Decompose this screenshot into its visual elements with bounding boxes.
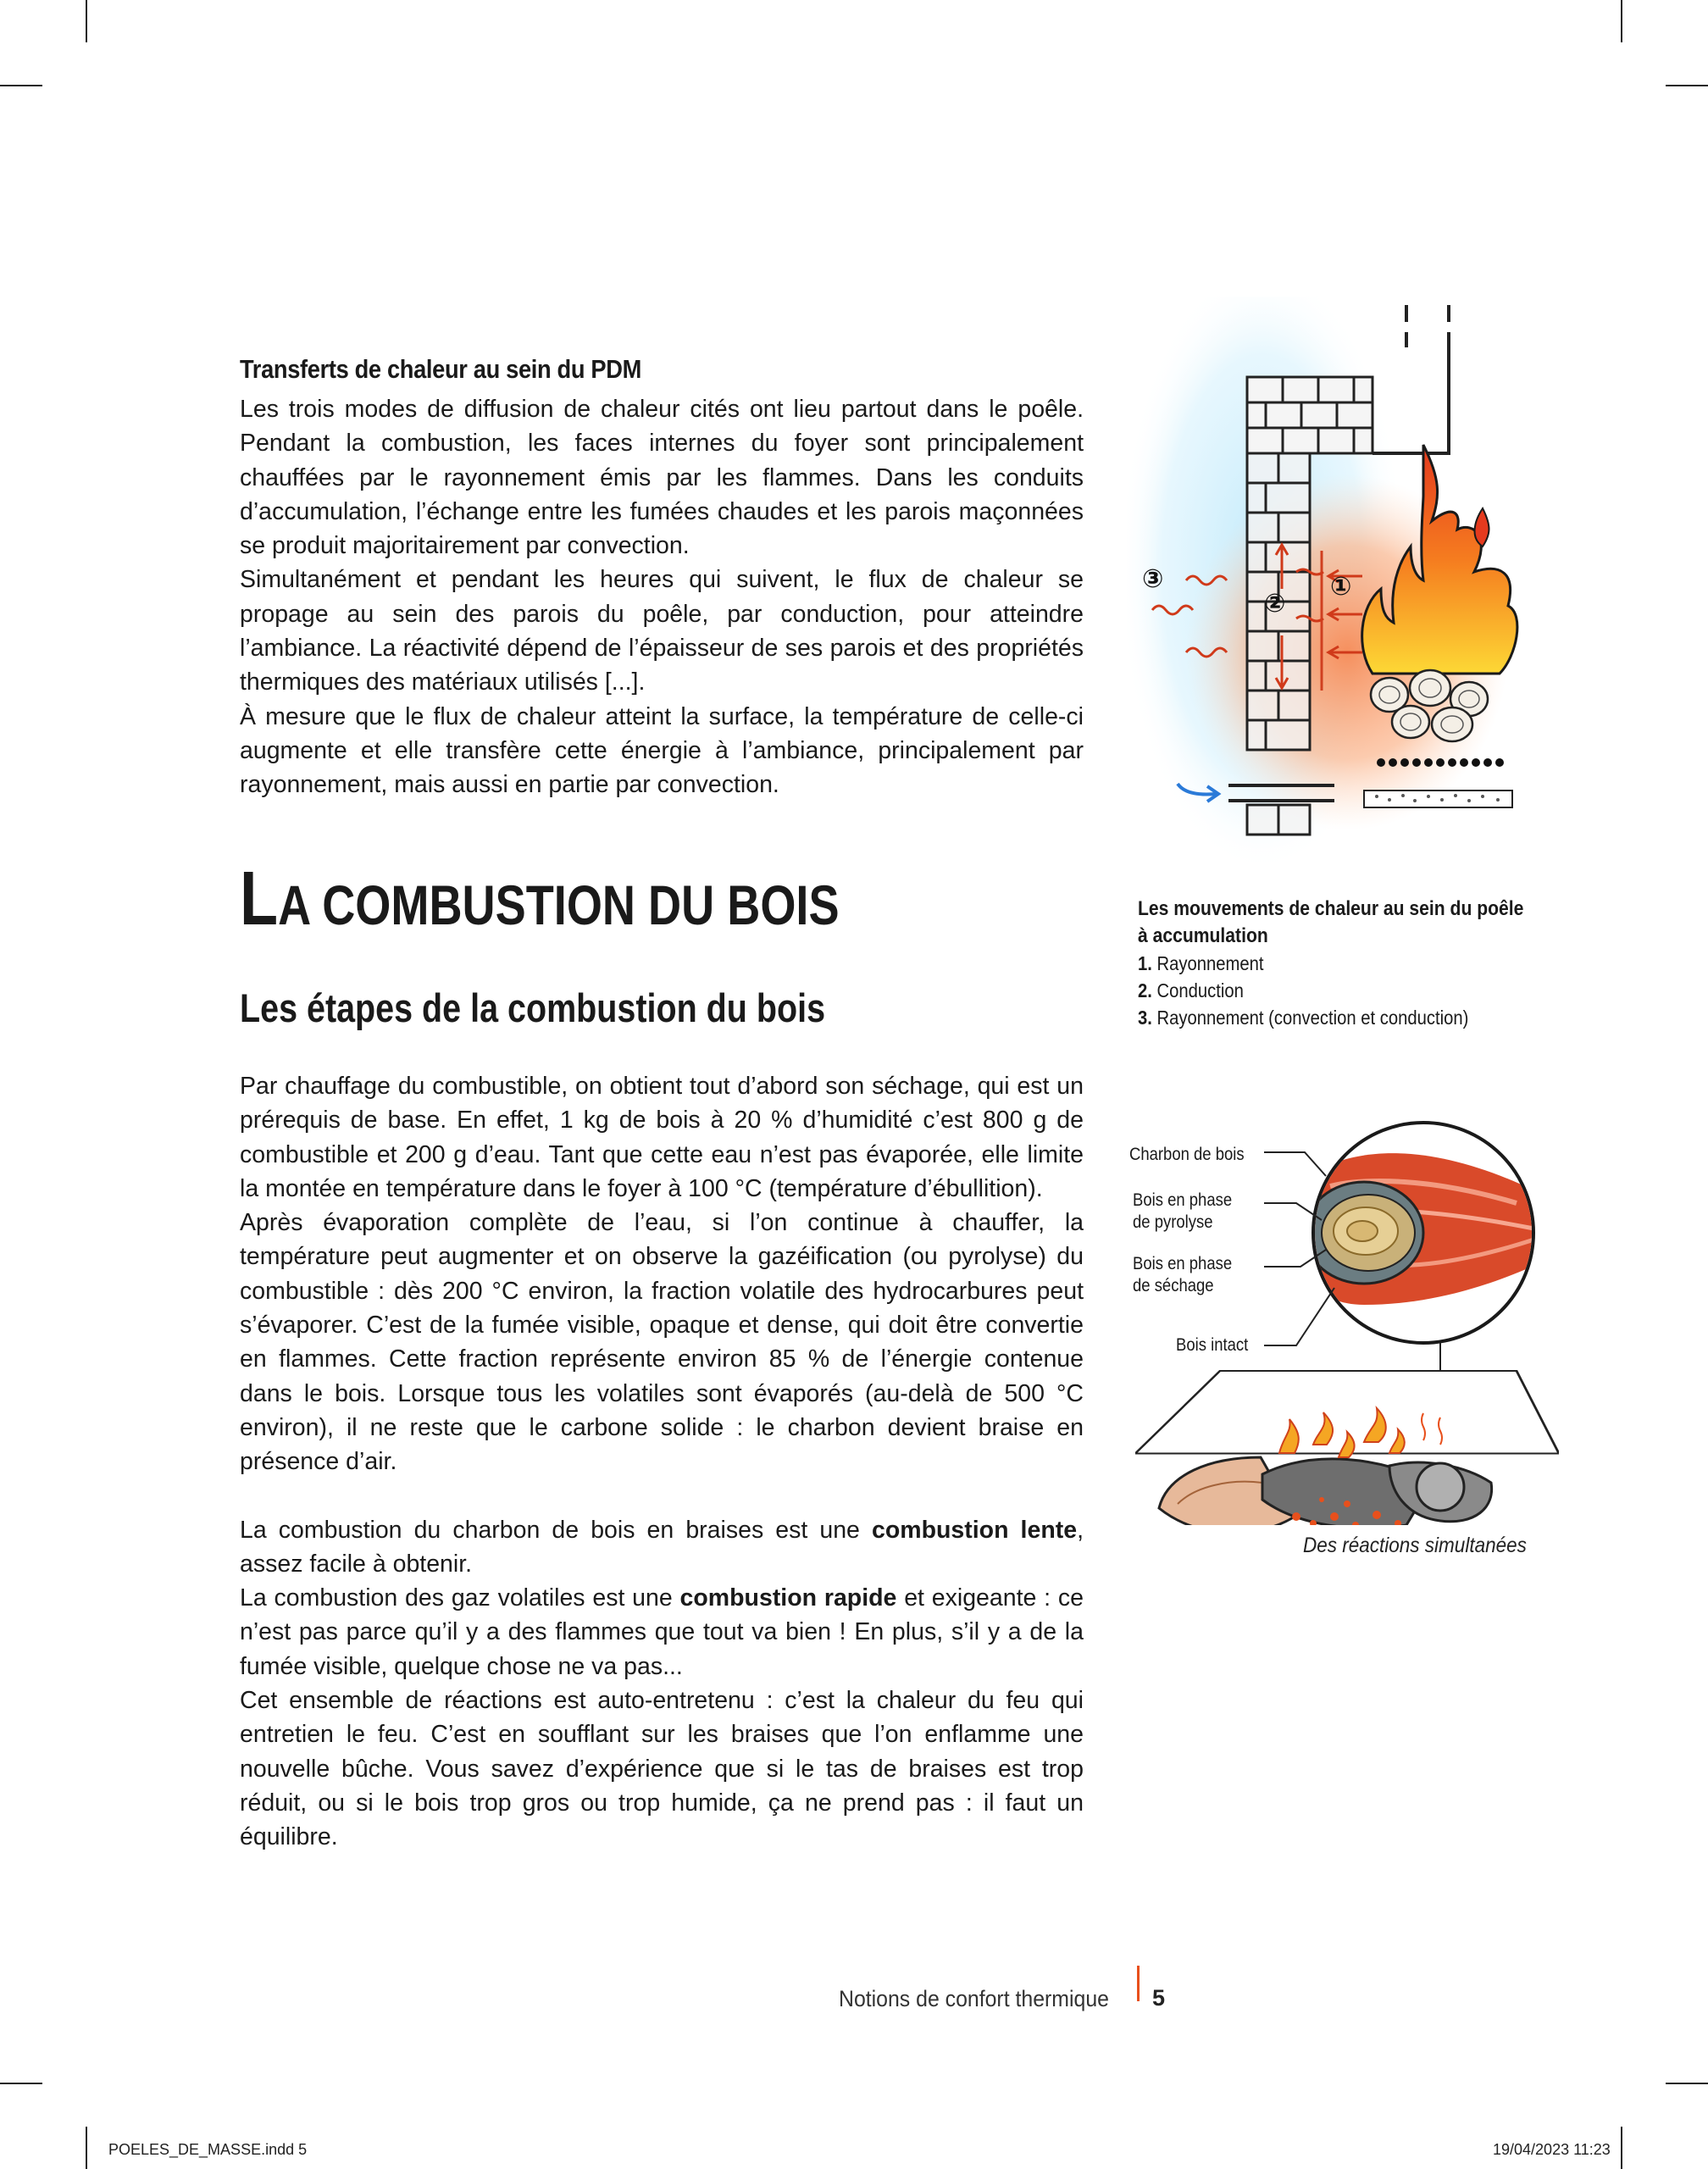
crop-mark — [0, 2083, 42, 2084]
caption-title: à accumulation — [1138, 924, 1268, 947]
paragraph: La combustion du charbon de bois en braises est une combustion lente, assez facile à obtenir. — [240, 1516, 1084, 1578]
wood-combustion-illustration — [1135, 1118, 1559, 1525]
marker-2: ② — [1264, 589, 1286, 619]
paragraph: Simultanément et pendant les heures qui suivent, le flux de chaleur se propage au sein des parois du poêle, par conduction, pour atteindre l’ambiance. La réactivité dépend de l’épaisseur de ses parois et des propriétés thermiques des matériaux utilisés [...]. — [240, 566, 1084, 696]
footer-divider — [1137, 1966, 1140, 2001]
section-heading: Les étapes de la combustion du bois — [240, 985, 826, 1030]
crop-mark — [1621, 0, 1622, 42]
crop-mark — [0, 85, 42, 86]
crop-mark — [86, 2127, 87, 2169]
chapter-title-rest: A COMBUSTION DU BOIS — [278, 874, 840, 936]
caption-item: 2. Conduction — [1138, 979, 1244, 1001]
marker-1: ① — [1330, 572, 1352, 602]
label-intact: Bois intact — [1176, 1335, 1249, 1355]
caption-title: Les mouvements de chaleur au sein du poêle — [1138, 897, 1524, 920]
caption-item: 1. Rayonnement — [1138, 952, 1264, 974]
paragraph: À mesure que le flux de chaleur atteint la surface, la température de celle-ci augmente et elle transfère cette énergie à l’ambiance, principalement par rayonnement, mais aussi en partie par convection. — [240, 702, 1084, 799]
label-pyrolyse: Bois en phase de pyrolyse — [1133, 1190, 1233, 1232]
caption-item: 3. Rayonnement (convection et conduction) — [1138, 1007, 1469, 1029]
paragraph: Après évaporation complète de l’eau, si l’on continue à chauffer, la température peut augmenter et on observe la gazéification (ou pyrolyse) du combustible : dès 200 °C environ, la fraction volatile des hydrocarbures peut s’évaporer. C’est de la fumée visible, opaque et dense, qui doit être convertie en flammes. Cette fraction représente environ 85 % de l’énergie contenue dans le bois. Lorsque tous les volatiles sont évaporés (au-delà de 500 °C environ), il ne reste que le carbone solide : le charbon devient braise en présence d’air. — [240, 1209, 1084, 1476]
crop-mark — [1666, 2083, 1708, 2084]
section-heading: Transferts de chaleur au sein du PDM — [240, 354, 641, 384]
figure-caption — [1138, 896, 1523, 1031]
paragraph: Les trois modes de diffusion de chaleur cités ont lieu partout dans le poêle. Pendant la combustion, les faces internes du foyer sont principalement chauffées par le rayonnement émis par les flammes. Dans les conduits d’accumulation, l’échange entre les fumées chaudes et les parois maçonnées se produit majoritairement par convection. — [240, 396, 1084, 560]
label-charbon: Charbon de bois — [1129, 1145, 1245, 1164]
stove-heat-illustration — [1127, 297, 1533, 881]
marker-3: ③ — [1142, 564, 1164, 594]
paragraph: Cet ensemble de réactions est auto-entretenu : c’est la chaleur du feu qui entretien le feu. C’est en soufflant sur les braises que l’on enflamme une nouvelle bûche. Vous savez d’expérience que si le tas de braises est trop réduit, ou si le bois trop gros ou trop humide, ça ne prend pas : il faut un équilibre. — [240, 1687, 1084, 1851]
paragraph: La combustion des gaz volatiles est une combustion rapide et exigeante : ce n’est pas parce qu’il y a des flammes que tout va bien ! En plus, s’il y a de la fumée visible, quelque chose ne va pas... — [240, 1584, 1084, 1680]
crop-mark — [86, 0, 87, 42]
page-number: 5 — [1152, 1985, 1166, 2011]
section2-body — [240, 1069, 1084, 1855]
slug-date: 19/04/2023 11:23 — [1493, 2141, 1611, 2158]
figure-caption: Des réactions simultanées — [1303, 1534, 1527, 1557]
chapter-title — [240, 856, 840, 943]
chapter-title-initial: L — [240, 857, 279, 941]
paragraph: Par chauffage du combustible, on obtient tout d’abord son séchage, qui est un prérequis de base. En effet, 1 kg de bois à 20 % d’humidité c’est 800 g de combustible et 200 g d’eau. Tant que cette eau n’est pas évaporée, elle limite la montée en température dans le foyer à 100 °C (température d’ébullition). — [240, 1073, 1084, 1202]
running-title: Notions de confort thermique — [839, 1986, 1109, 2011]
slug-filename: POELES_DE_MASSE.indd 5 — [108, 2141, 308, 2158]
crop-mark — [1621, 2127, 1622, 2169]
section1-body — [240, 392, 1084, 802]
label-sechage: Bois en phase de séchage — [1133, 1254, 1233, 1295]
crop-mark — [1666, 85, 1708, 86]
